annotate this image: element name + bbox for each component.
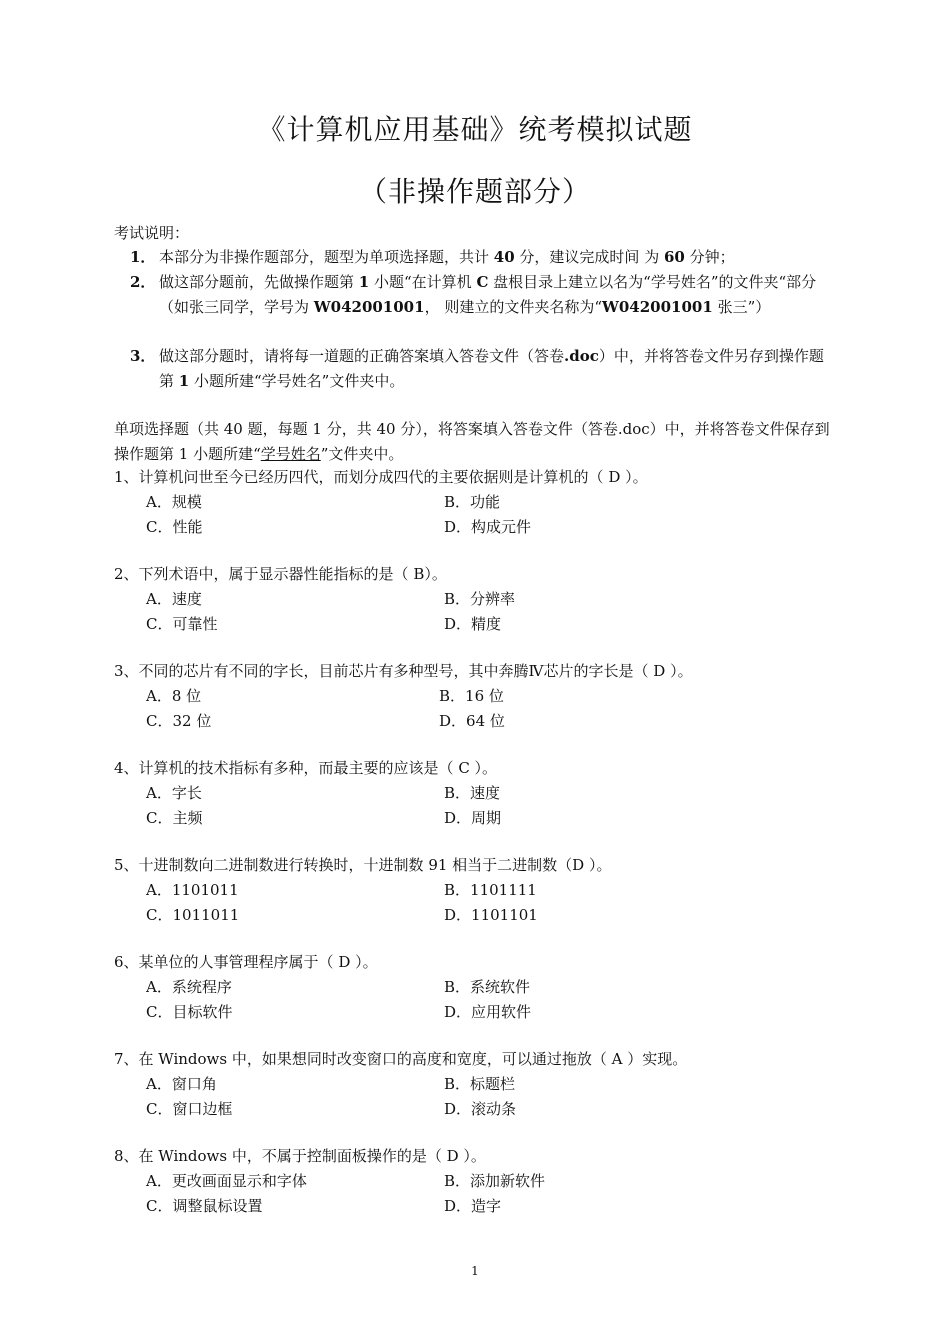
instruction-number: 3．	[130, 347, 156, 365]
option-d: D．精度	[444, 615, 502, 633]
option-a: A．系统程序	[146, 978, 232, 996]
question-stem: 7、在 Windows 中，如果想同时改变窗口的高度和宽度，可以通过拖放（ A ）实现。	[114, 1050, 688, 1068]
option-row	[114, 806, 838, 831]
question-stem: 1、计算机问世至今已经历四代，而划分成四代的主要依据则是计算机的（ D ）。	[114, 468, 648, 486]
option-a: A．字长	[146, 784, 202, 802]
question-block	[114, 853, 838, 928]
option-a: A．速度	[146, 590, 202, 608]
option-d: D．滚动条	[444, 1100, 517, 1118]
question-stem: 4、计算机的技术指标有多种，而最主要的应该是（ C ）。	[114, 759, 498, 777]
option-a: A．8 位	[146, 687, 202, 705]
option-d: D．构成元件	[444, 518, 532, 536]
question-block	[114, 1047, 838, 1122]
option-d: D．1101101	[444, 906, 538, 924]
question-block	[114, 950, 838, 1025]
option-row	[114, 975, 838, 1000]
option-b: B．1101111	[444, 881, 537, 899]
question-block	[114, 562, 838, 637]
option-row	[114, 781, 838, 806]
instruction-number: 2．	[130, 273, 156, 291]
option-a: A．更改画面显示和字体	[146, 1172, 307, 1190]
instruction-item	[130, 344, 838, 393]
option-c: C．性能	[146, 518, 203, 536]
question-stem: 5、十进制数向二进制数进行转换时，十进制数 91 相当于二进制数（D ）。	[114, 856, 612, 874]
folder-name-link: 学号姓名	[260, 445, 321, 463]
question-stem: 8、在 Windows 中，不属于控制面板操作的是（ D ）。	[114, 1147, 486, 1165]
option-row	[114, 587, 838, 612]
option-a: A．1101011	[146, 881, 239, 899]
question-block	[114, 1144, 838, 1219]
page-number: 1	[471, 1264, 479, 1278]
option-a: A．窗口角	[146, 1075, 217, 1093]
option-b: B．添加新软件	[444, 1172, 546, 1190]
option-row	[114, 709, 838, 734]
instruction-item	[130, 245, 838, 270]
option-row	[114, 1169, 838, 1194]
instruction-number: 1．	[130, 248, 156, 266]
question-block	[114, 756, 838, 831]
option-row	[114, 1097, 838, 1122]
option-b: B．系统软件	[444, 978, 531, 996]
option-b: B．分辨率	[444, 590, 516, 608]
option-row	[114, 1194, 838, 1219]
option-b: B．16 位	[439, 687, 504, 705]
option-d: D．应用软件	[444, 1003, 532, 1021]
option-b: B．速度	[444, 784, 501, 802]
section-intro: 单项选择题（共 40 题，每题 1 分，共 40 分），将答案填入答卷文件（答卷.doc）中，并将答卷文件保存到操作题第 1 小题所建“学号姓名”文件夹中。	[114, 420, 830, 463]
instructions-heading: 考试说明：	[114, 224, 190, 242]
option-row	[114, 490, 838, 515]
option-row	[114, 1000, 838, 1025]
option-d: D．64 位	[439, 712, 505, 730]
option-b: B．功能	[444, 493, 501, 511]
option-b: B．标题栏	[444, 1075, 516, 1093]
instruction-text: 做这部分题前，先做操作题第 1 小题“在计算机 C 盘根目录上建立以名为“学号姓名”的文件夹“部分（如张三同学，学号为 W042001001， 则建立的文件夹名称为“W042001001 张三”）	[159, 273, 817, 316]
option-c: C．调整鼠标设置	[146, 1197, 263, 1215]
option-a: A．规模	[146, 493, 202, 511]
option-row	[114, 612, 838, 637]
option-c: C．32 位	[146, 712, 212, 730]
instruction-text: 做这部分题时，请将每一道题的正确答案填入答卷文件（答卷.doc）中，并将答卷文件另存到操作题第 1 小题所建“学号姓名”文件夹中。	[159, 347, 824, 390]
document-subtitle: （非操作题部分）	[358, 175, 591, 208]
question-stem: 2、下列术语中，属于显示器性能指标的是（ B）。	[114, 565, 447, 583]
option-row	[114, 684, 838, 709]
question-block	[114, 465, 838, 540]
option-c: C．目标软件	[146, 1003, 233, 1021]
question-block	[114, 659, 838, 734]
option-row	[114, 903, 838, 928]
instruction-text: 本部分为非操作题部分，题型为单项选择题，共计 40 分，建议完成时间 为 60 分钟；	[159, 248, 735, 266]
option-c: C．主频	[146, 809, 203, 827]
question-stem: 6、某单位的人事管理程序属于（ D ）。	[114, 953, 378, 971]
option-row	[114, 1072, 838, 1097]
document-title: 《计算机应用基础》统考模拟试题	[257, 113, 693, 146]
option-d: D．周期	[444, 809, 502, 827]
option-d: D．造字	[444, 1197, 502, 1215]
option-c: C．1011011	[146, 906, 240, 924]
option-c: C．窗口边框	[146, 1100, 233, 1118]
question-stem: 3、不同的芯片有不同的字长，目前芯片有多种型号，其中奔腾Ⅳ芯片的字长是（ D ）。	[114, 662, 693, 680]
option-c: C．可靠性	[146, 615, 218, 633]
instruction-item	[130, 270, 838, 319]
option-row	[114, 515, 838, 540]
option-row	[114, 878, 838, 903]
